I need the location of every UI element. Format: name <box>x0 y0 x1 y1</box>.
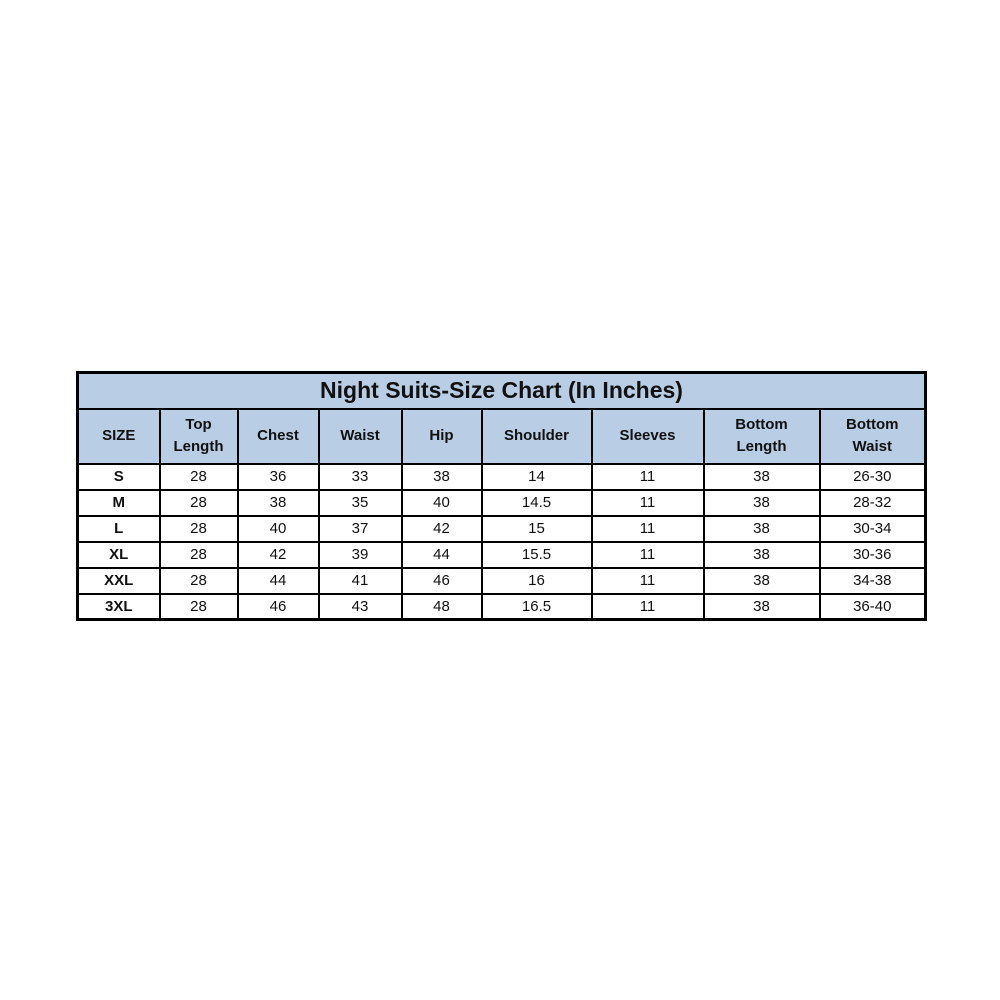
column-header-bottom-waist: Bottom Waist <box>820 409 926 464</box>
size-label: XXL <box>78 568 160 594</box>
cell-bottom-waist: 26-30 <box>820 464 926 490</box>
cell-waist: 41 <box>319 568 402 594</box>
table-row-xl <box>78 542 926 568</box>
table-row-s <box>78 464 926 490</box>
table-head <box>78 373 926 464</box>
cell-sleeves: 11 <box>592 464 704 490</box>
cell-waist: 33 <box>319 464 402 490</box>
cell-shoulder: 16.5 <box>482 594 592 620</box>
cell-chest: 42 <box>238 542 319 568</box>
size-label: L <box>78 516 160 542</box>
cell-waist: 39 <box>319 542 402 568</box>
cell-chest: 44 <box>238 568 319 594</box>
table-body <box>78 464 926 620</box>
cell-bottom-waist: 30-34 <box>820 516 926 542</box>
cell-sleeves: 11 <box>592 542 704 568</box>
cell-hip: 40 <box>402 490 482 516</box>
cell-hip: 44 <box>402 542 482 568</box>
cell-bottom-length: 38 <box>704 542 820 568</box>
cell-sleeves: 11 <box>592 490 704 516</box>
title-row <box>78 373 926 409</box>
size-label: XL <box>78 542 160 568</box>
column-header-bottom-length: Bottom Length <box>704 409 820 464</box>
cell-bottom-waist: 30-36 <box>820 542 926 568</box>
cell-hip: 38 <box>402 464 482 490</box>
cell-bottom-length: 38 <box>704 568 820 594</box>
cell-top-length: 28 <box>160 594 238 620</box>
column-header-size: SIZE <box>78 409 160 464</box>
column-header-hip: Hip <box>402 409 482 464</box>
cell-bottom-length: 38 <box>704 594 820 620</box>
cell-chest: 40 <box>238 516 319 542</box>
cell-waist: 37 <box>319 516 402 542</box>
column-header-shoulder: Shoulder <box>482 409 592 464</box>
cell-chest: 36 <box>238 464 319 490</box>
table-row-l <box>78 516 926 542</box>
cell-waist: 35 <box>319 490 402 516</box>
cell-bottom-length: 38 <box>704 516 820 542</box>
cell-waist: 43 <box>319 594 402 620</box>
cell-top-length: 28 <box>160 490 238 516</box>
cell-sleeves: 11 <box>592 594 704 620</box>
table-title: Night Suits-Size Chart (In Inches) <box>78 373 926 409</box>
header-row <box>78 409 926 464</box>
table-row-m <box>78 490 926 516</box>
cell-bottom-waist: 28-32 <box>820 490 926 516</box>
table-row-xxl <box>78 568 926 594</box>
cell-shoulder: 14 <box>482 464 592 490</box>
cell-hip: 42 <box>402 516 482 542</box>
cell-sleeves: 11 <box>592 568 704 594</box>
cell-sleeves: 11 <box>592 516 704 542</box>
cell-top-length: 28 <box>160 542 238 568</box>
column-header-waist: Waist <box>319 409 402 464</box>
cell-bottom-waist: 34-38 <box>820 568 926 594</box>
size-label: M <box>78 490 160 516</box>
column-header-top-length: Top Length <box>160 409 238 464</box>
cell-chest: 38 <box>238 490 319 516</box>
cell-top-length: 28 <box>160 568 238 594</box>
cell-top-length: 28 <box>160 516 238 542</box>
cell-chest: 46 <box>238 594 319 620</box>
column-header-chest: Chest <box>238 409 319 464</box>
cell-bottom-length: 38 <box>704 490 820 516</box>
column-header-sleeves: Sleeves <box>592 409 704 464</box>
size-label: S <box>78 464 160 490</box>
cell-shoulder: 15 <box>482 516 592 542</box>
cell-bottom-waist: 36-40 <box>820 594 926 620</box>
size-chart-table <box>76 371 927 621</box>
cell-shoulder: 14.5 <box>482 490 592 516</box>
cell-top-length: 28 <box>160 464 238 490</box>
cell-shoulder: 16 <box>482 568 592 594</box>
cell-hip: 48 <box>402 594 482 620</box>
table-row-3xl <box>78 594 926 620</box>
cell-shoulder: 15.5 <box>482 542 592 568</box>
cell-hip: 46 <box>402 568 482 594</box>
size-label: 3XL <box>78 594 160 620</box>
cell-bottom-length: 38 <box>704 464 820 490</box>
